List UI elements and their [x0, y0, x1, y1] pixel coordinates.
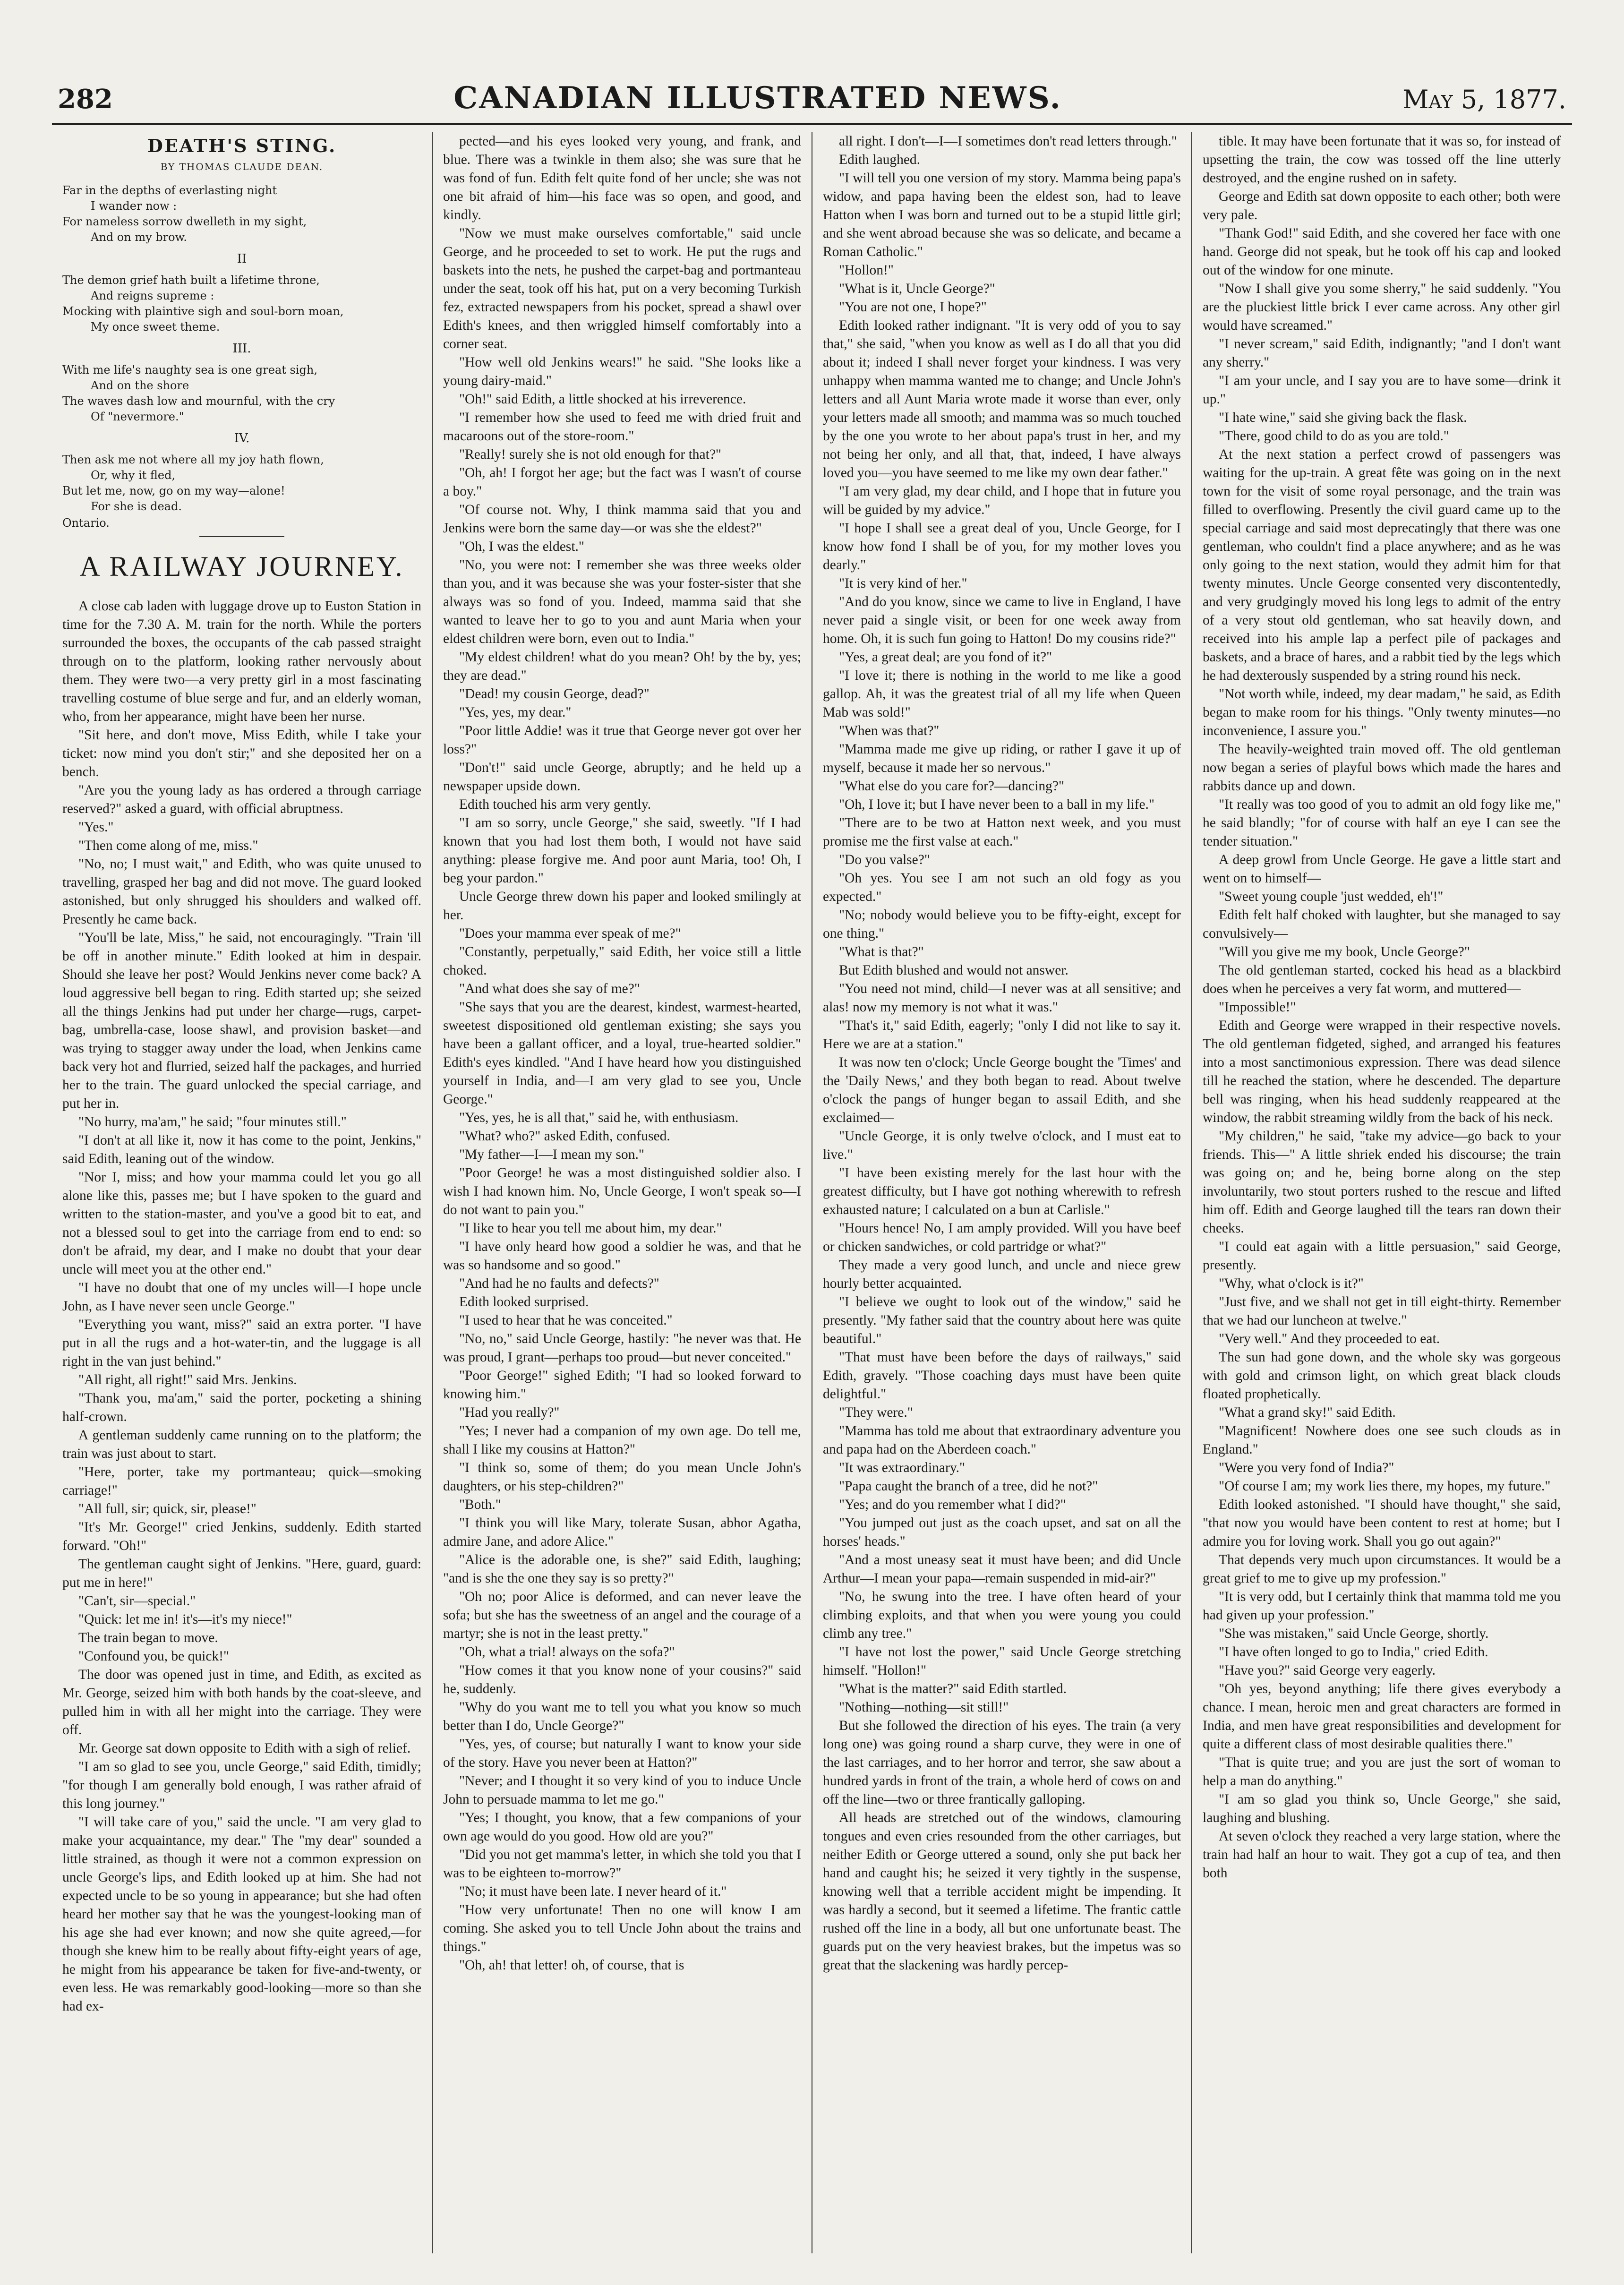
- story-paragraph: "Poor little Addie! was it true that George never got over her loss?": [443, 723, 801, 757]
- story-paragraph: "What is that?": [839, 944, 924, 959]
- story-paragraph: "Poor George! he was a most distinguished soldier also. I wish I had known him. No, Uncle George, I won't speak so—I do not want to pain you.": [443, 1165, 801, 1217]
- story-paragraph: "No; nobody would believe you to be fifty-eight, except for one thing.": [823, 907, 1181, 941]
- column-4: [1191, 132, 1571, 2253]
- story-paragraph: "And do you know, since we came to live in England, I have never paid a single visit, or been for one week away from home. Oh, it is such fun going to Hatton! Do my cousins ride?": [823, 594, 1181, 646]
- story-title: A RAILWAY JOURNEY.: [79, 551, 404, 582]
- poem-line: I wander now :: [91, 199, 177, 213]
- story-paragraph: "Yes, yes, my dear.": [459, 705, 572, 720]
- stanza-number: IV.: [234, 431, 250, 445]
- story-paragraph: "Oh no; poor Alice is deformed, and can never leave the sofa; but she has the sweetness of an angel and the courage of a martyr; she is not in the least pretty.": [443, 1589, 801, 1641]
- story-paragraph: "What is it, Uncle George?": [839, 281, 995, 296]
- story-paragraph: "And a most uneasy seat it must have been; and did Uncle Arthur—I mean your papa—remain suspended in mid-air?": [823, 1552, 1181, 1586]
- story-paragraph: Edith and George were wrapped in their respective novels. The old gentleman fidgeted, sighed, and arranged his features into a most sanctimonious expression. There was dead silence till he reached the station, where he descended. The departure bell was ringing, when his head suddenly reappeared at the window, the rabbit streaming wildly from the back of his neck.: [1203, 1018, 1561, 1125]
- story-paragraph: "Sweet young couple 'just wedded, eh'!": [1219, 889, 1444, 904]
- story-paragraph: "What a grand sky!" said Edith.: [1219, 1405, 1396, 1420]
- story-paragraph: "Impossible!": [1219, 1000, 1296, 1015]
- story-paragraph: "I remember how she used to feed me with dried fruit and macaroons out of the store-room.": [443, 410, 801, 444]
- story-paragraph: It was now ten o'clock; Uncle George bought the 'Times' and the 'Daily News,' and they both began to read. About twelve o'clock the pangs of hunger began to assail Edith, and she exclaimed—: [823, 1055, 1181, 1125]
- poem-byline: BY THOMAS CLAUDE DEAN.: [160, 161, 324, 172]
- story-paragraph: "I am very glad, my dear child, and I hope that in future you will be guided by my advice.": [823, 484, 1181, 517]
- story-paragraph: "Oh yes. You see I am not such an old fogy as you expected.": [823, 871, 1181, 904]
- story-paragraph: "You need not mind, child—I never was at all sensitive; and alas! now my memory is not what it was.": [823, 981, 1181, 1015]
- story-paragraph: "I hate wine," said she giving back the flask.: [1219, 410, 1467, 425]
- section-divider: [199, 536, 284, 537]
- story-paragraph: "Now I shall give you some sherry," he said suddenly. "You are the pluckiest little brick I ever came across. Any other girl would have screamed.": [1203, 281, 1561, 333]
- story-paragraph: "Yes; and do you remember what I did?": [839, 1497, 1066, 1512]
- story-paragraph: "I have no doubt that one of my uncles will—I hope uncle John, as I have never seen uncle George.": [62, 1280, 421, 1314]
- story-paragraph: "No, you were not: I remember she was three weeks older than you, and it was because she was your foster-sister that she always was so fond of you. Indeed, mamma said that she wanted to leave her to go to you and aunt Maria when your eldest children were born, even out to India.": [443, 557, 801, 646]
- stanza-number: II: [237, 252, 247, 266]
- story-paragraph: "All full, sir; quick, sir, please!": [78, 1501, 256, 1516]
- story-paragraph: Edith looked surprised.: [459, 1294, 589, 1309]
- story-paragraph: Edith looked rather indignant. "It is very odd of you to say that," she said, "when you know as well as I do all that you did about it; indeed I shall never forget your kindness. I was very unhappy when mamma wanted me to change; and Uncle John's letters and all Aunt Maria wrote made it worse than ever, only your letters made all smooth; and mamma was so much touched by the one you wrote to her about papa's trust in her, and my not being her only, and all that, that, indeed, I have always loved you—you have seemed to me like my own dear father.": [823, 318, 1181, 480]
- story-paragraph: But she followed the direction of his eyes. The train (a very long one) was going round a sharp curve, they were in one of the last carriages, and to her horror and terror, she saw about a hundred yards in front of the train, a whole herd of cows on and off the line—two or three frantically galloping.: [823, 1718, 1181, 1807]
- story-paragraph: "Mamma made me give up riding, or rather I gave it up of myself, because it made her so nervous.": [823, 742, 1181, 775]
- story-paragraph: "I am so sorry, uncle George," she said, sweetly. "If I had known that you had lost them both, I would not have said anything: please forgive me. And poor aunt Maria, too! Oh, I beg your pardon.": [443, 815, 801, 886]
- story-paragraph: "Thank God!" said Edith, and she covered her face with one hand. George did not speak, but he took off his cap and looked out of the window for one minute.: [1203, 226, 1561, 278]
- story-paragraph: "Why do you want me to tell you what you know so much better than I do, Uncle George?": [443, 1700, 801, 1733]
- story-paragraph: "I have been existing merely for the last hour with the greatest difficulty, but I have got nothing wherewith to refresh exhausted nature; I calculated on a bun at Carlisle.": [823, 1165, 1181, 1217]
- story-paragraph: "Had you really?": [459, 1405, 560, 1420]
- story-paragraph: The sun had gone down, and the whole sky was gorgeous with gold and crimson light, on which great black clouds floated prophetically.: [1203, 1350, 1561, 1402]
- poem-origin: Ontario.: [62, 516, 110, 530]
- story-paragraph: "Have you?" said George very eagerly.: [1219, 1663, 1436, 1678]
- story-paragraph: "Were you very fond of India?": [1219, 1460, 1394, 1475]
- story-paragraph: "It is very kind of her.": [839, 576, 967, 591]
- story-paragraph: "Oh, I love it; but I have never been to a ball in my life.": [839, 797, 1154, 812]
- story-paragraph: all right. I don't—I—I sometimes don't read letters through.": [839, 134, 1177, 149]
- story-paragraph: "Why, what o'clock is it?": [1219, 1276, 1364, 1291]
- poem-line: Mocking with plaintive sigh and soul-born moan,: [62, 305, 344, 318]
- poem-title: DEATH'S STING.: [147, 135, 337, 156]
- story-paragraph: "I think you will like Mary, tolerate Susan, abhor Agatha, admire Jane, and adore Alice.": [443, 1515, 801, 1549]
- story-paragraph: The heavily-weighted train moved off. The old gentleman now began a series of playful bows which made the hares and rabbits dance up and down.: [1203, 742, 1561, 794]
- poem-line: Then ask me not where all my joy hath flown,: [62, 453, 324, 466]
- story-paragraph: "Yes; I never had a companion of my own age. Do tell me, shall I like my cousins at Hatton?": [443, 1423, 801, 1457]
- story-paragraph: "I believe we ought to look out of the window," said he presently. "My father said that the country about here was quite beautiful.": [823, 1294, 1181, 1346]
- story-paragraph: "I will tell you one version of my story. Mamma being papa's widow, and papa having been the eldest son, had to leave Hatton when I was born and turned out to be a stupid little girl; and she went abroad because she was so delicate, and became a Roman Catholic.": [823, 171, 1181, 259]
- story-paragraph: "Will you give me my book, Uncle George?": [1219, 944, 1470, 959]
- story-paragraph: "I don't at all like it, now it has come to the point, Jenkins," said Edith, leaning out of the window.: [62, 1133, 421, 1166]
- newspaper-title: CANADIAN ILLUSTRATED NEWS.: [453, 80, 1062, 116]
- story-paragraph: At the next station a perfect crowd of passengers was waiting for the up-train. A great fête was going on in the next town for the visit of some royal personage, and the train was filled to overflowing. Presently the civil guard came up to the special carriage and said most deprecatingly that there was one gentleman, who couldn't find a place anywhere; and as he was only going to the next station, would they admit him for that twenty minutes. Uncle George consented very discontentedly, and very grudgingly moved his long legs to admit of the entry of a very stout old gentleman, who sat heavily down, and received into his ample lap a perfect pile of packages and baskets, and a brace of hares, and a rabbit tied by the legs which he had dexterously suspended by a string round his neck.: [1203, 447, 1561, 683]
- story-paragraph: "Do you valse?": [839, 852, 930, 867]
- story-paragraph: "Here, porter, take my portmanteau; quick—smoking carriage!": [62, 1464, 421, 1498]
- story-paragraph: "Magnificent! Nowhere does one see such clouds as in England.": [1203, 1423, 1561, 1457]
- story-paragraph: "I am your uncle, and I say you are to have some—drink it up.": [1203, 373, 1561, 407]
- story-paragraph: "I have often longed to go to India," cried Edith.: [1219, 1644, 1488, 1660]
- story-paragraph: "I never scream," said Edith, indignantly; "and I don't want any sherry.": [1203, 336, 1561, 370]
- story-paragraph: "Confound you, be quick!": [78, 1649, 230, 1664]
- story-paragraph: "You jumped out just as the coach upset, and sat on all the horses' heads.": [823, 1515, 1181, 1549]
- story-paragraph: "All right, all right!" said Mrs. Jenkins.: [78, 1372, 297, 1387]
- story-paragraph: "Uncle George, it is only twelve o'clock, and I must eat to live.": [823, 1129, 1181, 1162]
- story-paragraph: "What else do you care for?—dancing?": [839, 779, 1065, 794]
- story-paragraph: The door was opened just in time, and Edith, as excited as Mr. George, seized him with both hands by the coat-sleeve, and pulled him in with all her might into the carriage. They were off.: [62, 1667, 421, 1737]
- story-paragraph: A gentleman suddenly came running on to the platform; the train was just about to start.: [62, 1428, 421, 1461]
- column-2: [432, 132, 812, 2253]
- issue-date: May 5, 1877.: [1402, 85, 1566, 114]
- story-paragraph: "That must have been before the days of railways," said Edith, gravely. "Those coaching days must have been quite delightful.": [823, 1350, 1181, 1402]
- story-paragraph: They made a very good lunch, and uncle and niece grew hourly better acquainted.: [823, 1258, 1181, 1291]
- poem-line: And on the shore: [91, 379, 189, 392]
- story-paragraph: "What is the matter?" said Edith startled.: [839, 1681, 1067, 1696]
- poem-line: My once sweet theme.: [91, 320, 220, 334]
- story-paragraph: "My father—I—I mean my son.": [459, 1147, 644, 1162]
- poem-line: For she is dead.: [91, 500, 182, 513]
- story-paragraph: "Oh, I was the eldest.": [459, 539, 584, 554]
- story-paragraph: "When was that?": [839, 723, 940, 738]
- story-paragraph: "Does your mamma ever speak of me?": [459, 926, 681, 941]
- story-paragraph: "My eldest children! what do you mean? Oh! by the by, yes; they are dead.": [443, 650, 801, 683]
- story-paragraph: Mr. George sat down opposite to Edith with a sigh of relief.: [78, 1741, 411, 1756]
- story-paragraph: "Are you the young lady as has ordered a through carriage reserved?" asked a guard, with official abruptness.: [62, 783, 421, 816]
- story-paragraph: "Sit here, and don't move, Miss Edith, while I take your ticket: now mind you don't stir;" and she deposited her on a bench.: [62, 727, 421, 779]
- story-paragraph: "Very well." And they proceeded to eat.: [1219, 1331, 1440, 1346]
- story-paragraph: "How well old Jenkins wears!" he said. "She looks like a young dairy-maid.": [443, 355, 801, 388]
- story-paragraph: "Yes.": [78, 820, 114, 835]
- story-paragraph: Edith laughed.: [839, 152, 921, 167]
- story-paragraph: "Yes, a great deal; are you fond of it?": [839, 650, 1052, 665]
- story-paragraph: "I am so glad to see you, uncle George," said Edith, timidly; "for though I am generally bold enough, I was rather afraid of this long journey.": [62, 1759, 421, 1811]
- story-paragraph: "You'll be late, Miss," he said, not encouragingly. "Train 'ill be off in another minute." Edith looked at him in despair. Should she leave her post? Would Jenkins never come back? A loud aggressive bell began to ring. Edith started up; she seized all the things Jenkins had put under her charge—rugs, carpet-bag, umbrella-case, loose shawl, and provision basket—and was trying to stagger away under the load, when Jenkins came back very hot and flurried, seized half the packages, and hurried her to the train. The guard unlocked the special carriage, and put her in.: [62, 930, 421, 1111]
- story-paragraph: All heads are stretched out of the windows, clamouring tongues and even cries resounded from the other carriages, but neither Edith or George uttered a sound, only she put back her hand and caught his; he seized it very tightly in the suspense, knowing well that a terrible accident might be impending. It was hardly a second, but it seemed a lifetime. The frantic cattle rushed off the line in a body, all but one unfortunate beast. The guards put on the very heaviest brakes, but the impetus was so great that the slackening was hardly percep-: [823, 1810, 1181, 1973]
- story-paragraph: "Yes, yes, of course; but naturally I want to know your side of the story. Have you never been at Hatton?": [443, 1737, 801, 1770]
- masthead: [52, 80, 1572, 125]
- story-paragraph: "Quick: let me in! it's—it's my niece!": [78, 1612, 292, 1627]
- story-paragraph: "I will take care of you," said the uncle. "I am very glad to make your acquaintance, my dear." The "my dear" sounded a little strained, as though it were not a common expression on uncle George's lips, and Edith looked up at him. She had not expected uncle to be so young in appearance; but she had often heard her mother say that he was the youngest-looking man of his age she had ever known; and now she quite agreed,—for though she knew him to be really about fifty-eight years of age, he might from his appearance be taken for five-and-twenty, or even less. He was remarkably good-looking—more so than she had ex-: [62, 1814, 421, 2014]
- story-paragraph: "Oh, what a trial! always on the sofa?": [459, 1644, 675, 1660]
- story-paragraph: "I have only heard how good a soldier he was, and that he was so handsome and so good.": [443, 1239, 801, 1273]
- story-paragraph: "Yes, yes, he is all that," said he, with enthusiasm.: [459, 1110, 739, 1125]
- story-paragraph: "I like to hear you tell me about him, my dear.": [459, 1221, 722, 1236]
- poem-line: With me life's naughty sea is one great sigh,: [62, 363, 317, 377]
- story-paragraph: The old gentleman started, cocked his head as a blackbird does when he perceives a very fat worm, and muttered—: [1203, 963, 1561, 996]
- column-3: [812, 132, 1191, 2253]
- story-paragraph: "No; it must have been late. I never heard of it.": [459, 1884, 727, 1899]
- poem-line: But let me, now, go on my way—alone!: [62, 484, 285, 497]
- story-paragraph: "I could eat again with a little persuasion," said George, presently.: [1203, 1239, 1561, 1273]
- story-paragraph: "Don't!" said uncle George, abruptly; and he held up a newspaper upside down.: [443, 760, 801, 794]
- story-paragraph: That depends very much upon circumstances. It would be a great grief to me to give up my profession.": [1203, 1552, 1561, 1586]
- story-paragraph: "Can't, sir—special.": [78, 1593, 196, 1609]
- story-column-text: [62, 597, 421, 2016]
- story-paragraph: "It is very odd, but I certainly think that mamma told me you had given up your profession.": [1203, 1589, 1561, 1623]
- story-paragraph: "Yes; I thought, you know, that a few companions of your own age would do you good. How old are you?": [443, 1810, 801, 1844]
- story-paragraph: "She was mistaken," said Uncle George, shortly.: [1219, 1626, 1489, 1641]
- story-paragraph: "Then come along of me, miss.": [78, 838, 258, 853]
- story-paragraph: "No, he swung into the tree. I have often heard of your climbing exploits, and that when you were young you could climb any tree.": [823, 1589, 1181, 1641]
- story-paragraph: "Nor I, miss; and how your mamma could let you go all alone like this, passes me; but I have spoken to the guard and written to the station-master, and you've a good bit to eat, and not a blessed soul to get into the carriage from end to end: so don't be afraid, my dear, and I make no doubt that your dear uncle will meet you at the other end.": [62, 1170, 421, 1277]
- story-paragraph: "No, no; I must wait," and Edith, who was quite unused to travelling, grasped her bag and did not move. The guard looked astonished, but only shrugged his shoulders and walked off. Presently he came back.: [62, 856, 421, 927]
- story-paragraph: But Edith blushed and would not answer.: [839, 963, 1068, 978]
- story-paragraph: Edith touched his arm very gently.: [459, 797, 651, 812]
- poem-line: And on my brow.: [91, 231, 187, 244]
- poem-line: Of "nevermore.": [91, 410, 184, 423]
- story-paragraph: George and Edith sat down opposite to each other; both were very pale.: [1203, 189, 1561, 223]
- story-paragraph: The train began to move.: [78, 1630, 218, 1645]
- story-paragraph: A deep growl from Uncle George. He gave a little start and went on to himself—: [1203, 852, 1561, 886]
- story-paragraph: "You are not one, I hope?": [839, 300, 987, 315]
- poem-line: For nameless sorrow dwelleth in my sight,: [62, 215, 307, 228]
- story-paragraph: "How very unfortunate! Then no one will know I am coming. She asked you to tell Uncle John about the trains and things.": [443, 1902, 801, 1954]
- story-paragraph: "I am so glad you think so, Uncle George," she said, laughing and blushing.: [1203, 1792, 1561, 1825]
- story-paragraph: "Nothing—nothing—sit still!": [839, 1700, 1009, 1715]
- story-paragraph: "Of course not. Why, I think mamma said that you and Jenkins were born the same day—or was she the eldest?": [443, 502, 801, 536]
- story-paragraph: Edith looked astonished. "I should have thought," she said, "that now you would have been content to rest at home; but I admire you for loving work. Shall you go out again?": [1203, 1497, 1561, 1549]
- story-paragraph: "Thank you, ma'am," said the porter, pocketing a shining half-crown.: [62, 1391, 421, 1424]
- story-paragraph: "Not worth while, indeed, my dear madam," he said, as Edith began to make room for his things. "Only twenty minutes—no inconvenience, I assure you.": [1203, 686, 1561, 738]
- story-paragraph: "I used to hear that he was conceited.": [459, 1313, 673, 1328]
- poem-body: [62, 183, 421, 514]
- poem-line: Or, why it fled,: [91, 469, 176, 482]
- story-paragraph: "There, good child to do as you are told.": [1219, 428, 1449, 444]
- story-paragraph: "It really was too good of you to admit an old fogy like me," he said blandly; "for of course with half an eye I can see the tender situation.": [1203, 797, 1561, 849]
- story-paragraph: "That is quite true; and you are just the sort of woman to help a man do anything.": [1203, 1755, 1561, 1789]
- page-number: 282: [58, 84, 113, 115]
- column-1: [52, 132, 432, 2253]
- story-paragraph: "And what does she say of me?": [459, 981, 640, 996]
- story-paragraph: "Hours hence! No, I am amply provided. Will you have beef or chicken sandwiches, or cold partridge or what?": [823, 1221, 1181, 1254]
- story-paragraph: The gentleman caught sight of Jenkins. "Here, guard, guard: put me in here!": [62, 1557, 421, 1590]
- story-paragraph: "It's Mr. George!" cried Jenkins, suddenly. Edith started forward. "Oh!": [62, 1520, 421, 1553]
- story-paragraph: pected—and his eyes looked very young, and frank, and blue. There was a twinkle in them also; she was sure that he was fond of fun. Edith felt quite fond of her uncle; she was not one bit afraid of him—his face was so open, and good, and kindly.: [443, 134, 801, 223]
- story-paragraph: "Papa caught the branch of a tree, did he not?": [839, 1479, 1098, 1494]
- poem-line: And reigns supreme :: [91, 289, 214, 302]
- stanza-number: III.: [232, 342, 251, 356]
- story-paragraph: At seven o'clock they reached a very large station, where the train had half an hour to wait. They got a cup of tea, and then both: [1203, 1829, 1561, 1881]
- poem-line: The waves dash low and mournful, with the cry: [62, 394, 335, 408]
- story-paragraph: "Alice is the adorable one, is she?" said Edith, laughing; "and is she the one they say is so pretty?": [443, 1552, 801, 1586]
- story-paragraph: "Never; and I thought it so very kind of you to induce Uncle John to persuade mamma to let me go.": [443, 1773, 801, 1807]
- story-paragraph: "No, no," said Uncle George, hastily: "he never was that. He was proud, I grant—perhaps too proud—but never conceited.": [443, 1331, 801, 1365]
- story-paragraph: "Of course I am; my work lies there, my hopes, my future.": [1219, 1479, 1551, 1494]
- story-paragraph: "Both.": [459, 1497, 501, 1512]
- story-paragraph: "It was extraordinary.": [839, 1460, 966, 1475]
- story-paragraph: tible. It may have been fortunate that it was so, for instead of upsetting the train, the cow was tossed off the line utterly destroyed, and the engine rushed on in safety.: [1203, 134, 1561, 186]
- story-paragraph: "Mamma has told me about that extraordinary adventure you and papa had on the Aberdeen coach.": [823, 1423, 1181, 1457]
- story-paragraph: "Oh!" said Edith, a little shocked at his irreverence.: [459, 392, 746, 407]
- story-paragraph: "And had he no faults and defects?": [459, 1276, 659, 1291]
- story-paragraph: "Hollon!": [839, 263, 894, 278]
- story-paragraph: "Did you not get mamma's letter, in which she told you that I was to be eighteen to-morrow?": [443, 1847, 801, 1881]
- story-paragraph: "Constantly, perpetually," said Edith, her voice still a little choked.: [443, 944, 801, 978]
- story-paragraph: "Oh, ah! that letter! oh, of course, that is: [459, 1958, 684, 1973]
- story-paragraph: "She says that you are the dearest, kindest, warmest-hearted, sweetest dispositioned old gentleman existing; she says you have been a gallant officer, and a loyal, true-hearted soldier." Edith's eyes kindled. "And I have heard how you distinguished yourself in India, and—I am very glad to see you, Uncle George.": [443, 1000, 801, 1107]
- story-column-text: [823, 132, 1181, 1975]
- columns: [52, 132, 1572, 2253]
- story-paragraph: "How comes it that you know none of your cousins?" said he, suddenly.: [443, 1663, 801, 1696]
- story-paragraph: "Oh, ah! I forgot her age; but the fact was I wasn't of course a boy.": [443, 465, 801, 499]
- story-paragraph: "Dead! my cousin George, dead?": [459, 686, 650, 702]
- story-paragraph: "Oh yes, beyond anything; life there gives everybody a chance. I mean, heroic men and great characters are formed in India, and men have great responsibilities and development for quite a different class of most desirable qualities there.": [1203, 1681, 1561, 1752]
- story-paragraph: "I love it; there is nothing in the world to me like a good gallop. Ah, it was the greatest trial of all my life when Queen Mab was sold!": [823, 668, 1181, 720]
- story-paragraph: "What? who?" asked Edith, confused.: [459, 1129, 670, 1144]
- story-paragraph: A close cab laden with luggage drove up to Euston Station in time for the 7.30 A. M. train for the north. While the porters surrounded the boxes, the occupants of the cab passed straight through on to the platform, looking rather nervously about them. They were two—a very pretty girl in a most fascinating travelling costume of blue serge and fur, and an elderly woman, who, from her appearance, might have been her nurse.: [62, 599, 421, 724]
- story-paragraph: "My children," he said, "take my advice—go back to your friends. This—" A little shriek ended his discourse; the train was going on; and he, being borne along on the step involuntarily, two stout porters rushed to the rescue and lifted him off. Edith and George laughed till the tears ran down their cheeks.: [1203, 1129, 1561, 1236]
- story-paragraph: "Just five, and we shall not get in till eight-thirty. Remember that we had our luncheon at twelve.": [1203, 1294, 1561, 1328]
- story-paragraph: "I hope I shall see a great deal of you, Uncle George, for I know how fond I shall be of you, for my mother loves you dearly.": [823, 521, 1181, 573]
- story-paragraph: Edith felt half choked with laughter, but she managed to say convulsively—: [1203, 907, 1561, 941]
- story-paragraph: "Really! surely she is not old enough for that?": [459, 447, 721, 462]
- poem-line: Far in the depths of everlasting night: [62, 184, 277, 197]
- story-column-text: [443, 132, 801, 1975]
- story-paragraph: "I think so, some of them; do you mean Uncle John's daughters, or his step-children?": [443, 1460, 801, 1494]
- story-paragraph: Uncle George threw down his paper and looked smilingly at her.: [443, 889, 801, 923]
- story-column-text: [1203, 132, 1561, 1883]
- story-paragraph: "Poor George!" sighed Edith; "I had so looked forward to knowing him.": [443, 1368, 801, 1402]
- story-paragraph: "That's it," said Edith, eagerly; "only I did not like to say it. Here we are at a station.": [823, 1018, 1181, 1052]
- story-paragraph: "They were.": [839, 1405, 913, 1420]
- story-paragraph: "No hurry, ma'am," he said; "four minutes still.": [78, 1114, 347, 1130]
- story-paragraph: "There are to be two at Hatton next week, and you must promise me the first valse at each.": [823, 815, 1181, 849]
- story-paragraph: "Now we must make ourselves comfortable," said uncle George, and he proceeded to set to work. He put the rugs and baskets into the nets, he pushed the carpet-bag and portmanteau under the seat, took off his hat, put on a very becoming Turkish fez, extracted newspapers from his pocket, spread a shawl over Edith's knees, and then wriggled himself comfortably into a corner seat.: [443, 226, 801, 351]
- poem-line: The demon grief hath built a lifetime throne,: [62, 274, 320, 287]
- story-paragraph: "I have not lost the power," said Uncle George stretching himself. "Hollon!": [823, 1644, 1181, 1678]
- story-paragraph: "Everything you want, miss?" said an extra porter. "I have put in all the rugs and a hot-water-tin, and the luggage is all right in the van just behind.": [62, 1317, 421, 1369]
